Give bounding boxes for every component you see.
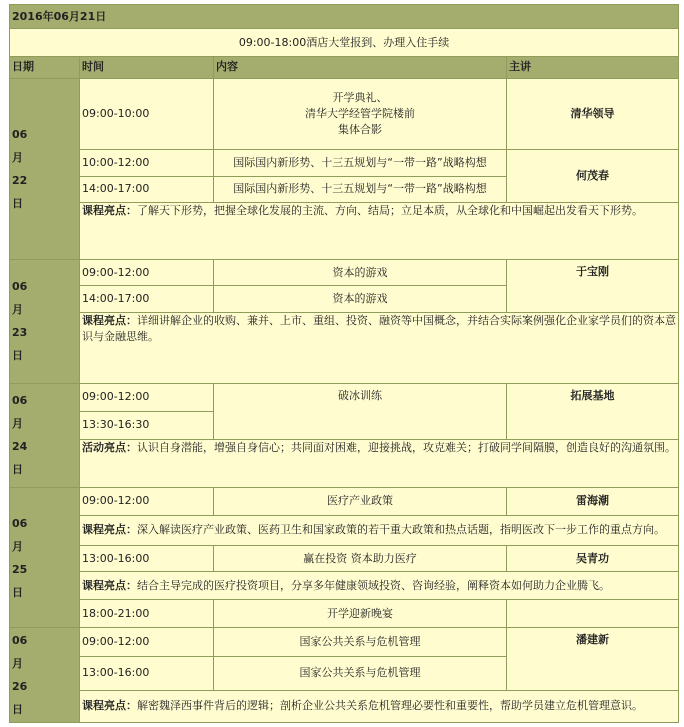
page-title: 2016年06月21日 <box>10 5 679 29</box>
highlight-row <box>10 439 679 488</box>
highlight-cell: 课程亮点：深入解读医疗产业政策、医药卫生和国家政策的若干重大政策和热点话题，指明医改下一步工作的重点方向。 <box>80 515 679 545</box>
time-cell: 14:00-17:00 <box>80 286 214 312</box>
highlight-cell: 课程亮点：了解天下形势，把握全球化发展的主流、方向、结局；立足本质，从全球化和中国崛起出发看天下形势。 <box>80 202 679 259</box>
content-cell: 医疗产业政策 <box>214 488 507 515</box>
highlight-row <box>10 690 679 722</box>
speaker-cell <box>507 599 679 627</box>
time-cell: 13:00-16:00 <box>80 546 214 572</box>
content-cell: 国家公共关系与危机管理 <box>214 656 507 690</box>
day-label: 06 月 26 日 <box>10 628 80 723</box>
day-label: 06 月 23 日 <box>10 259 80 383</box>
content-cell: 开学迎新晚宴 <box>214 599 507 627</box>
table-row <box>10 628 679 657</box>
time-cell: 10:00-12:00 <box>80 150 214 176</box>
content-cell: 开学典礼、 清华大学经管学院楼前 集体合影 <box>214 79 507 150</box>
content-cell: 资本的游戏 <box>214 286 507 312</box>
header-time: 时间 <box>80 56 214 78</box>
highlight-cell: 课程亮点：结合主导完成的医疗投资项目，分享多年健康领域投资、咨询经验，阐释资本如何助力企业腾飞。 <box>80 572 679 599</box>
highlight-row <box>10 202 679 259</box>
header-date: 日期 <box>10 56 80 78</box>
speaker-cell: 潘建新 <box>507 628 679 691</box>
checkin-row <box>10 29 679 56</box>
content-cell: 国际国内新形势、十三五规划与“一带一路”战略构想 <box>214 176 507 202</box>
table-row <box>10 259 679 285</box>
speaker-cell: 吴青功 <box>507 546 679 572</box>
highlight-cell: 活动亮点：认识自身潜能，增强自身信心；共同面对困难，迎接挑战，攻克难关；打破同学间隔膜，创造良好的沟通氛围。 <box>80 439 679 488</box>
time-cell: 09:00-12:00 <box>80 488 214 515</box>
table-row <box>10 546 679 572</box>
time-cell: 09:00-12:00 <box>80 383 214 411</box>
content-cell: 赢在投资 资本助力医疗 <box>214 546 507 572</box>
table-row <box>10 383 679 411</box>
table-row <box>10 79 679 150</box>
highlight-row <box>10 515 679 545</box>
speaker-cell: 清华领导 <box>507 79 679 150</box>
checkin-notice: 09:00-18:00酒店大堂报到、办理入住手续 <box>10 29 679 56</box>
day-label: 06 月 25 日 <box>10 488 80 628</box>
highlight-cell: 课程亮点：解密魏泽西事件背后的逻辑；剖析企业公共关系危机管理必要性和重要性，帮助学员建立危机管理意识。 <box>80 690 679 722</box>
time-cell: 09:00-12:00 <box>80 259 214 285</box>
speaker-cell: 何茂春 <box>507 150 679 203</box>
table-row <box>10 488 679 515</box>
time-cell: 13:00-16:00 <box>80 656 214 690</box>
highlight-row <box>10 312 679 383</box>
time-cell: 09:00-10:00 <box>80 79 214 150</box>
highlight-row <box>10 572 679 599</box>
content-cell: 资本的游戏 <box>214 259 507 285</box>
table-row <box>10 150 679 176</box>
day-label: 06 月 24 日 <box>10 383 80 488</box>
title-row <box>10 5 679 29</box>
speaker-cell: 于宝刚 <box>507 259 679 312</box>
content-cell: 国家公共关系与危机管理 <box>214 628 507 657</box>
content-cell: 国际国内新形势、十三五规划与“一带一路”战略构想 <box>214 150 507 176</box>
schedule-table <box>9 4 679 723</box>
header-content: 内容 <box>214 56 507 78</box>
day-label: 06 月 22 日 <box>10 79 80 260</box>
header-row <box>10 56 679 78</box>
header-speaker: 主讲 <box>507 56 679 78</box>
time-cell: 18:00-21:00 <box>80 599 214 627</box>
time-cell: 14:00-17:00 <box>80 176 214 202</box>
time-cell: 13:30-16:30 <box>80 412 214 439</box>
speaker-cell: 雷海潮 <box>507 488 679 515</box>
time-cell: 09:00-12:00 <box>80 628 214 657</box>
content-cell: 破冰训练 <box>214 383 507 439</box>
highlight-cell: 课程亮点：详细讲解企业的收购、兼并、上市、重组、投资、融资等中国概念，并结合实际案例强化企业家学员们的资本意识与金融思维。 <box>80 312 679 383</box>
table-row <box>10 599 679 627</box>
speaker-cell: 拓展基地 <box>507 383 679 439</box>
